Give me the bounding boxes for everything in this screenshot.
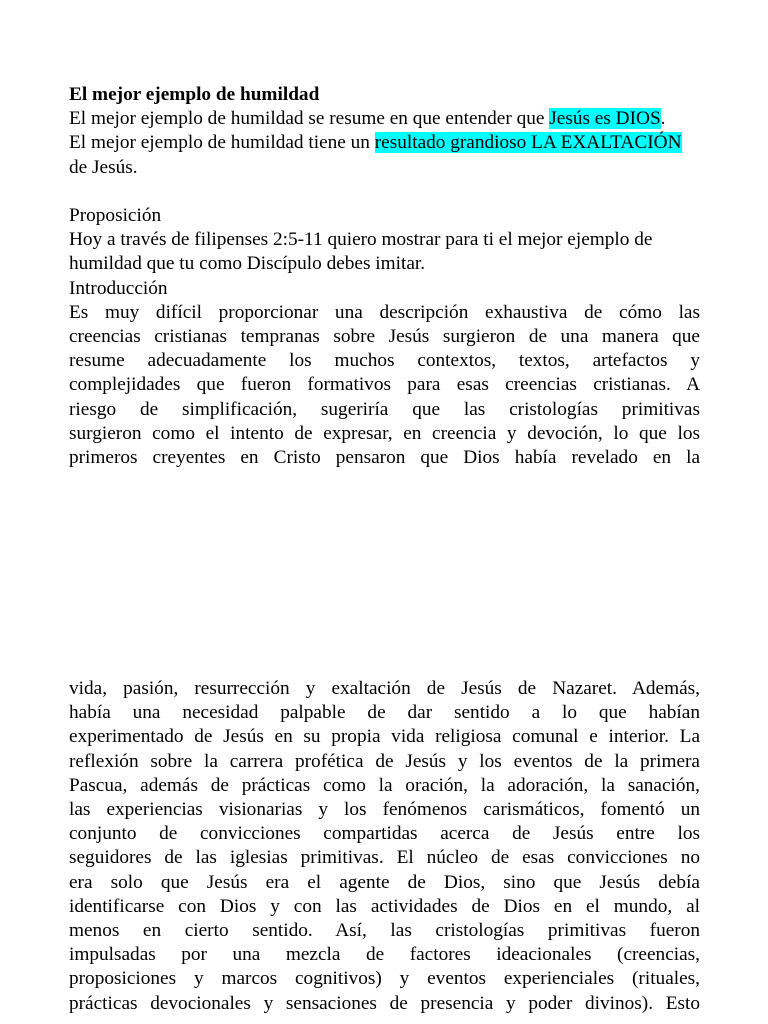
summary-line-1 <box>69 107 700 131</box>
paragraph-line: Es muy difícil proporcionar una descripción exhaustiva de cómo las <box>69 301 700 323</box>
paragraph-line: conjunto de convicciones compartidas acerca de Jesús entre los <box>69 823 700 845</box>
paragraph-line: proposiciones y marcos cognitivos) y eventos experienciales (rituales, <box>69 968 700 990</box>
highlight-exaltacion: resultado grandioso LA EXALTACIÓN <box>374 132 682 154</box>
summary-line-2-text: El mejor ejemplo de humildad tiene un <box>69 132 375 154</box>
paragraph-line: seguidores de las iglesias primitivas. El núcleo de esas convicciones no <box>69 847 700 869</box>
paragraph-line: experimentado de Jesús en su propia vida religiosa comunal e interior. La <box>69 726 700 748</box>
paragraph-line: primeros creyentes en Cristo pensaron que Dios había revelado en la <box>69 447 700 469</box>
paragraph-line: impulsadas por una mezcla de factores ideacionales (creencias, <box>69 944 700 966</box>
document-title: El mejor ejemplo de humildad <box>69 84 320 105</box>
paragraph-line: complejidades que fueron formativos para esas creencias cristianas. A <box>69 374 700 396</box>
paragraph-line: creencias cristianas tempranas sobre Jesús surgieron de una manera que <box>69 326 700 348</box>
summary-line-1-text: El mejor ejemplo de humildad se resume en que entender que <box>69 108 550 130</box>
paragraph-line: prácticas devocionales y sensaciones de presencia y poder divinos). Esto <box>69 992 700 1014</box>
intro-paragraph-part-2 <box>69 677 700 1016</box>
paragraph-line: menos en cierto sentido. Así, las cristologías primitivas fueron <box>69 920 700 942</box>
paragraph-line: vida, pasión, resurrección y exaltación de Jesús de Nazaret. Además, <box>69 678 700 699</box>
intro-paragraph-part-1 <box>69 301 700 470</box>
paragraph-line: había una necesidad palpable de dar sentido a lo que habían <box>69 702 700 724</box>
paragraph-line: resume adecuadamente los muchos contextos, textos, artefactos y <box>69 350 700 372</box>
intro-heading: Introducción <box>69 277 168 299</box>
summary-line-2 <box>69 131 700 179</box>
proposition-heading: Proposición <box>69 205 162 226</box>
highlight-jesus-es-dios: Jesús es DIOS <box>549 108 661 130</box>
paragraph-line: era solo que Jesús era el agente de Dios, sino que Jesús debía <box>69 871 700 893</box>
paragraph-line: identificarse con Dios y con las actividades de Dios en el mundo, al <box>69 895 700 917</box>
paragraph-line: riesgo de simplificación, sugeriría que las cristologías primitivas <box>69 398 700 420</box>
blank-line <box>69 180 700 204</box>
proposition-text: Hoy a través de filipenses 2:5-11 quiero mostrar para ti el mejor ejemplo de humildad que tu como Discípulo debes imitar. <box>69 229 653 275</box>
paragraph-line: reflexión sobre la carrera profética de Jesús y los eventos de la primera <box>69 750 700 772</box>
paragraph-line: Pascua, además de prácticas como la oración, la adoración, la sanación, <box>69 774 700 796</box>
paragraph-line: las experiencias visionarias y los fenómenos carismáticos, fomentó un <box>69 799 700 821</box>
summary-line-2-end: de Jesús. <box>69 156 138 178</box>
summary-line-1-end: . <box>660 108 666 130</box>
paragraph-line: surgieron como el intento de expresar, en creencia y devoción, lo que los <box>69 422 700 444</box>
top-text-block <box>69 83 700 470</box>
